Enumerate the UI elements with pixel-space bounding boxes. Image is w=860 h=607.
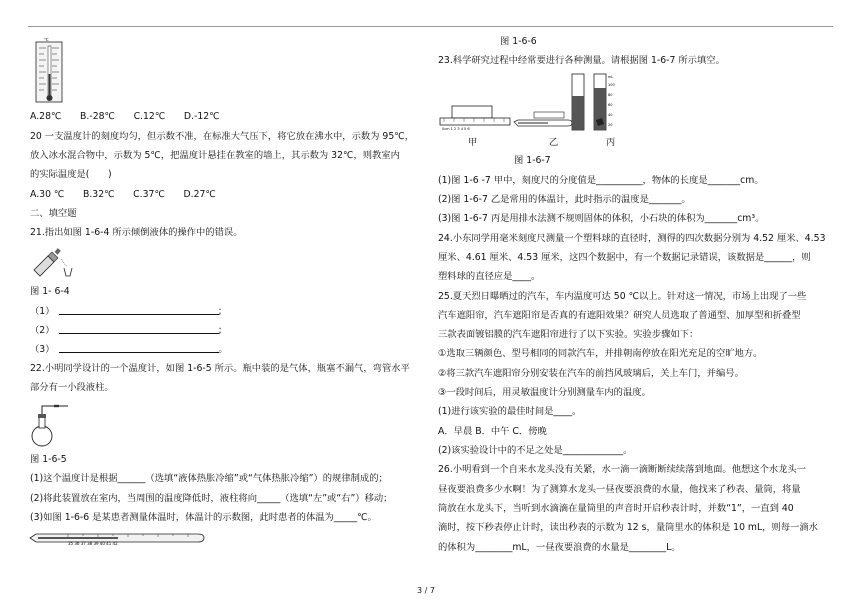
q20-line2: 放入冰水混合物中，示数为 5℃，把温度计悬挂在教室的墙上，其示数为 32℃，则教室内 [30, 150, 400, 161]
header-rule [28, 26, 833, 27]
q25-step2: ②将三款汽车遮阳帘分别安装在汽车的前挡风玻璃后，关上车门，并编号。 [438, 368, 744, 379]
q19-options: A.28℃ B.-28℃ C.12℃ D.-12℃ [30, 111, 220, 122]
page-number: 3 / 7 [417, 586, 435, 595]
fig-1-6-4-caption: 图 1- 6-4 [30, 286, 70, 297]
q25-line3: 三款表面镀铝膜的汽车遮阳帘进行了以下实验。实验步骤如下： [438, 329, 699, 340]
measurement-figures [438, 68, 638, 134]
q21-blank-2: （2） ; [30, 325, 222, 336]
q26-line1: 26.小明看到一个自来水龙头没有关紧，水一滴一滴断断续续落到地面。他想这个水龙头一 [438, 464, 807, 475]
flask-thermometer-figure [28, 402, 72, 448]
blank-label: （1） [30, 306, 55, 317]
q25-part2: (2)该实验设计中的不足之处是_____________。 [438, 445, 633, 456]
section-heading: 二、填空题 [30, 208, 77, 219]
q20-line1: 20 一支温度计的刻度均匀，但示数不准，在标准大气压下，将它放在沸水中，示数为 95℃， [30, 131, 414, 142]
thermo-unit: ℃ [44, 37, 49, 42]
label-yi: 乙 [549, 137, 559, 148]
q22-line2: 部分有一小段液柱。 [30, 382, 114, 393]
q23-part1: (1)图 1-6 -7 甲中，刻度尺的分度值是__________，物体的长度是_______cm。 [438, 175, 764, 186]
q25-step3: ③一段时间后，用灵敏温度计分别测量车内的温度。 [438, 387, 651, 398]
cyl-40: 40 [608, 113, 613, 117]
ruler-ticks: 0cm 1 2 3 4 5 6 [442, 127, 470, 131]
cyl-80: 80 [608, 93, 613, 97]
q22-line1: 22.小明同学设计的一个温度计，如图 1-6-5 所示。瓶中装的是气体，瓶塞不漏气，弯管水平 [30, 363, 410, 374]
fig-1-6-7-caption: 图 1-6-7 [514, 155, 551, 166]
cyl-unit: mL [608, 75, 614, 79]
q23-text: 23.科学研究过程中经常要进行各种测量。请根据图 1-6-7 所示填空。 [438, 55, 725, 66]
thermometer-figure [30, 36, 70, 104]
q26-line4: 滴时，按下秒表停止计时，读出秒表的示数为 12 s，量筒里水的体积是 10 mL，则每一滴水 [438, 522, 818, 533]
fig-1-6-6-caption: 图 1-6-6 [500, 36, 537, 47]
q26-line3: 筒放在水龙头下，当听到水滴滴在量筒里的声音时开启秒表计时，并数“1”，一直到 40 [438, 503, 794, 514]
q25-part1: (1)进行该实验的最佳时间是____。 [438, 406, 582, 417]
clinical-thermometer-figure [28, 530, 208, 546]
q25-step1: ①选取三辆颜色、型号相同的同款汽车，并排朝南停放在阳光充足的空旷地方。 [438, 348, 763, 359]
blank-label: （2） [30, 325, 55, 336]
fig-1-6-5-caption: 图 1-6-5 [30, 454, 67, 465]
blank-label: （3） [30, 344, 55, 355]
q23-part3: (3)图 1-6-7 丙是用排水法测不规则固体的体积，小石块的体积为_______cm³。 [438, 213, 765, 224]
q23-part2: (2)图 1-6-7 乙是常用的体温计，此时指示的温度是_______。 [438, 194, 691, 205]
q21-text: 21.指出如图 1-6-4 所示倾倒液体的操作中的错误。 [30, 227, 243, 238]
q26-line2: 昼夜要浪费多少水啊！为了测算水龙头一昼夜要浪费的水量，他找来了秒表、量筒，将量 [438, 484, 801, 495]
q20-line3: 的实际温度是( ) [30, 169, 112, 180]
q22-part1: (1)这个温度计是根据______（选填“液体热胀冷缩”或“气体热胀冷缩”）的规律制成的； [30, 473, 388, 484]
q20-options: A.30 ℃ B.32℃ C.37℃ D.27℃ [30, 189, 216, 200]
q22-part3: (3)如图 1-6-6 是某患者测量体温时，体温计的示数图，此时患者的体温为_____℃。 [30, 512, 377, 523]
q21-blank-3: （3） 。 [30, 344, 228, 355]
q24-line1: 24.小东同学用毫米刻度尺测量一个塑料球的直径时，测得的四次数据分别为 4.52 厘米、4.53 [438, 233, 826, 244]
q22-part2: (2)将此装置放在室内，当周围的温度降低时，液柱将向_____（选填“左”或“右”）移动； [30, 493, 393, 504]
q24-line3: 塑料球的直径应是____。 [438, 271, 541, 282]
pouring-liquid-figure [30, 246, 80, 280]
thermo-scale: 35 36 37 38 39 40 41 42 [68, 541, 118, 546]
q25-part1-options: A．早晨 B．中午 C．傍晚 [438, 426, 547, 437]
q24-line2: 厘米、4.61 厘米、4.53 厘米，这四个数据中，有一个数据记录错误，该数据是______，则 [438, 252, 811, 263]
cyl-100: 100 [608, 83, 615, 87]
q25-line2: 汽车遮阳帘，汽车遮阳帘是否真的有遮阳效果？研究人员选取了普通型、加厚型和折叠型 [438, 310, 801, 321]
label-jia: 甲 [468, 137, 478, 148]
cyl-20: 20 [608, 123, 613, 127]
cyl-60: 60 [608, 103, 613, 107]
q26-line5: 的体积为________mL，一昼夜要浪费的水量是________L。 [438, 542, 681, 553]
q21-blank-1: （1） ; [30, 306, 222, 317]
label-bing: 丙 [606, 137, 616, 148]
q25-line1: 25.夏天烈日曝晒过的汽车，车内温度可达 50 ℃以上。针对这一情况，市场上出现了一些 [438, 291, 807, 302]
